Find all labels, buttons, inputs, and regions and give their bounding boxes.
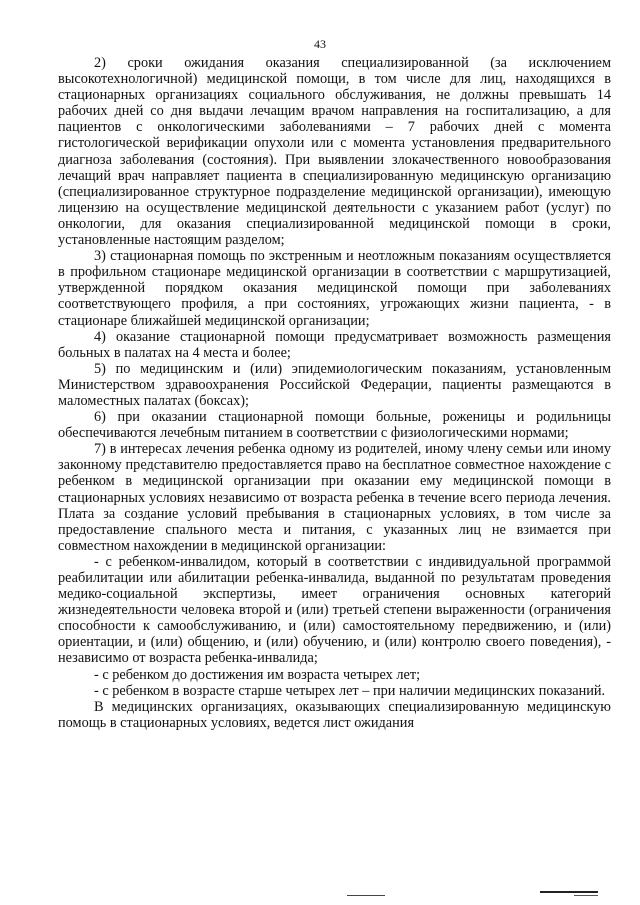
document-body — [58, 55, 611, 731]
footer-scan-marks — [0, 885, 640, 905]
list-item-disabled-child: - с ребенком-инвалидом, который в соответствии с индивидуальной программой реабилитации или абилитации ребенка-инвалида, выданной по результатам проведения медико-социальной экспертизы, имеет ограничения основных категорий жизнедеятельности человека второй и (или) третьей степени выраженности (ограничения способности к самообслуживанию, и (или) самостоятельному передвижению, и (или) ориентации, и (или) общению, и (или) обучению, и (или) контролю своего поведения), - независимо от возраста ребенка-инвалида; — [58, 553, 611, 667]
scan-mark — [347, 895, 385, 896]
paragraph-waiting-times: 2) сроки ожидания оказания специализированной (за исключением высокотехнологичной) медицинской помощи, в том числе для лиц, находящихся в стационарных организациях социального обслуживания, не должны превышать 14 рабочих дней со дня выдачи лечащим врачом направления на госпитализацию, а для пациентов с онкологическими заболеваниями – 7 рабочих дней с момента гистологической верификации опухоли или с момента установления предварительного диагноза заболевания (состояния). При выявлении злокачественного новообразования лечащий врач направляет пациента в специализированную медицинскую организацию (специализированное структурное подразделение медицинской организации), имеющую лицензию на осуществление медицинской деятельности с указанием работ (услуг) по онкологии, для оказания специализированной медицинской помощи в сроки, установленные настоящим разделом; — [58, 55, 611, 249]
paragraph-ward-capacity: 4) оказание стационарной помощи предусматривает возможность размещения больных в палатах на 4 места и более; — [58, 328, 611, 361]
scan-mark — [574, 895, 598, 896]
scan-mark — [540, 891, 598, 893]
list-item-over-four: - с ребенком в возрасте старше четырех лет – при наличии медицинских показаний. — [94, 682, 606, 699]
paragraph-emergency-care: 3) стационарная помощь по экстренным и неотложным показаниям осуществляется в профильном стационаре медицинской организации в соответствии с маршрутизацией, утвержденной порядком оказания медицинской помощи при заболеваниях соответствующего профиля, а при состояниях, угрожающих жизни пациента, - в стационаре ближайшей медицинской организации; — [58, 248, 611, 329]
page-number: 43 — [314, 37, 326, 51]
paragraph-waiting-list: В медицинских организациях, оказывающих специализированную медицинскую помощь в стационарных условиях, ведется лист ожидания — [58, 698, 611, 731]
paragraph-nutrition: 6) при оказании стационарной помощи больные, роженицы и родильницы обеспечиваются лечебным питанием в соответствии с физиологическими нормами; — [58, 409, 611, 442]
paragraph-parent-stay: 7) в интересах лечения ребенка одному из родителей, иному члену семьи или иному законному представителю предоставляется право на бесплатное совместное нахождение с ребенком в медицинской организации при оказании ему медицинской помощи в стационарных условиях независимо от возраста ребенка в течение всего периода лечения. Плата за создание условий пребывания в стационарных условиях, в том числе за предоставление спального места и питания, с указанных лиц не взимается при совместном нахождении в медицинской организации: — [58, 441, 611, 554]
paragraph-small-wards: 5) по медицинским и (или) эпидемиологическим показаниям, установленным Министерством здравоохранения Российской Федерации, пациенты размещаются в маломестных палатах (боксах); — [58, 360, 611, 409]
list-item-under-four: - с ребенком до достижения им возраста четырех лет; — [94, 666, 421, 683]
